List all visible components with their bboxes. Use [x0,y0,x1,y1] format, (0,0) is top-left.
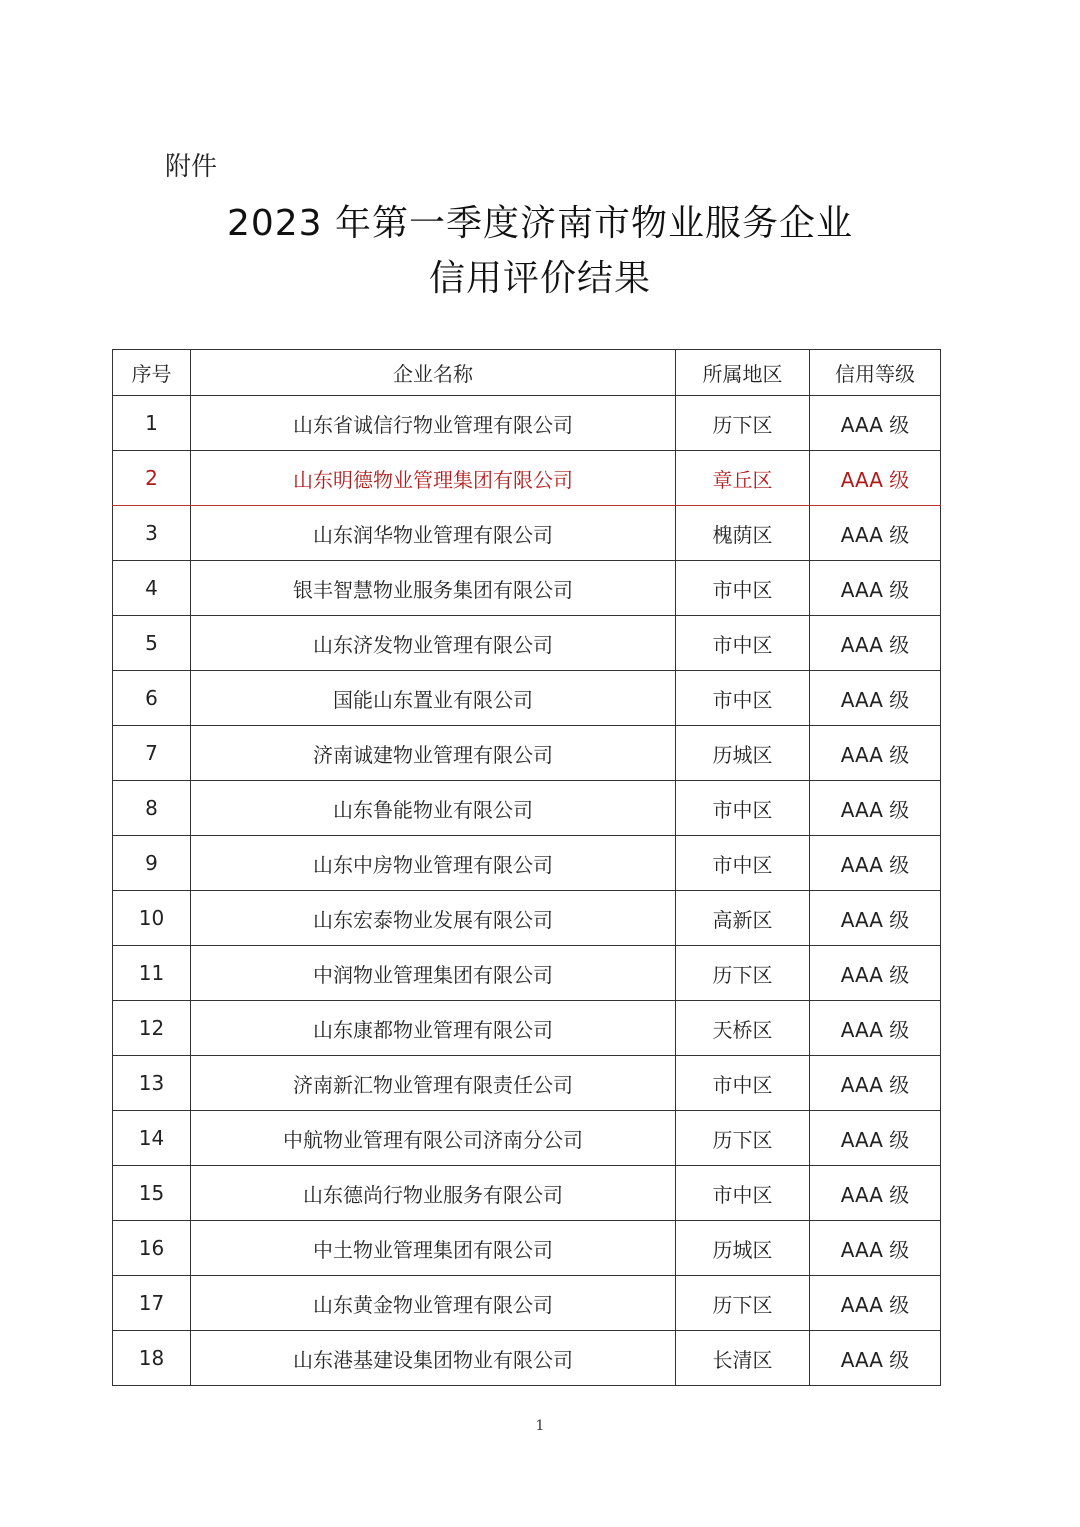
cell-area: 市中区 [676,616,810,671]
table-row [113,671,941,726]
cell-grade: AAA 级 [810,946,941,1001]
cell-company-name: 中航物业管理有限公司济南分公司 [191,1111,676,1166]
cell-area: 市中区 [676,836,810,891]
cell-no: 1 [113,396,191,451]
cell-no: 3 [113,506,191,561]
table-row [113,1331,941,1386]
cell-company-name: 国能山东置业有限公司 [191,671,676,726]
cell-grade: AAA 级 [810,396,941,451]
credit-rating-table [112,349,941,1386]
cell-no: 11 [113,946,191,1001]
table-row [113,616,941,671]
cell-no: 12 [113,1001,191,1056]
cell-no: 4 [113,561,191,616]
table-row [113,1001,941,1056]
table-row [113,946,941,1001]
table-row [113,396,941,451]
cell-area: 历下区 [676,396,810,451]
cell-area: 市中区 [676,561,810,616]
cell-company-name: 山东黄金物业管理有限公司 [191,1276,676,1331]
cell-grade: AAA 级 [810,1276,941,1331]
column-header-area: 所属地区 [676,350,810,396]
cell-area: 市中区 [676,781,810,836]
table-row [113,781,941,836]
cell-no: 13 [113,1056,191,1111]
cell-no: 18 [113,1331,191,1386]
cell-no: 9 [113,836,191,891]
cell-grade: AAA 级 [810,891,941,946]
cell-no: 6 [113,671,191,726]
column-header-name: 企业名称 [191,350,676,396]
cell-area: 历下区 [676,946,810,1001]
cell-company-name: 济南诚建物业管理有限公司 [191,726,676,781]
table-row [113,561,941,616]
cell-grade: AAA 级 [810,1331,941,1386]
cell-grade: AAA 级 [810,1111,941,1166]
table-row [113,1276,941,1331]
attachment-label: 附件 [165,152,218,182]
cell-grade: AAA 级 [810,616,941,671]
cell-area: 历下区 [676,1276,810,1331]
document-title-line2: 信用评价结果 [428,258,651,299]
cell-no: 7 [113,726,191,781]
cell-area: 历城区 [676,1221,810,1276]
cell-company-name: 山东润华物业管理有限公司 [191,506,676,561]
table-row [113,1166,941,1221]
cell-grade: AAA 级 [810,671,941,726]
cell-grade: AAA 级 [810,1001,941,1056]
table-row [113,1111,941,1166]
cell-grade: AAA 级 [810,781,941,836]
cell-area: 市中区 [676,1056,810,1111]
cell-grade: AAA 级 [810,1056,941,1111]
table-row [113,726,941,781]
cell-area: 槐荫区 [676,506,810,561]
cell-no: 15 [113,1166,191,1221]
cell-grade: AAA 级 [810,561,941,616]
cell-company-name: 山东济发物业管理有限公司 [191,616,676,671]
cell-grade: AAA 级 [810,836,941,891]
cell-no: 16 [113,1221,191,1276]
cell-area: 市中区 [676,671,810,726]
cell-grade: AAA 级 [810,451,941,506]
column-header-grade: 信用等级 [810,350,941,396]
cell-company-name: 山东德尚行物业服务有限公司 [191,1166,676,1221]
cell-no: 14 [113,1111,191,1166]
cell-area: 长清区 [676,1331,810,1386]
cell-no: 17 [113,1276,191,1331]
cell-no: 8 [113,781,191,836]
cell-grade: AAA 级 [810,506,941,561]
cell-no: 5 [113,616,191,671]
table-header-row [113,350,941,396]
cell-area: 历城区 [676,726,810,781]
column-header-no: 序号 [113,350,191,396]
page-number: 1 [535,1418,545,1434]
table-row [113,506,941,561]
cell-company-name: 中润物业管理集团有限公司 [191,946,676,1001]
table-row [113,1221,941,1276]
cell-company-name: 山东宏泰物业发展有限公司 [191,891,676,946]
cell-area: 章丘区 [676,451,810,506]
cell-area: 市中区 [676,1166,810,1221]
document-title-line1: 2023 年第一季度济南市物业服务企业 [226,203,854,244]
table-row-highlighted [113,451,941,506]
cell-company-name: 山东港基建设集团物业有限公司 [191,1331,676,1386]
cell-area: 高新区 [676,891,810,946]
cell-company-name: 银丰智慧物业服务集团有限公司 [191,561,676,616]
cell-company-name: 山东省诚信行物业管理有限公司 [191,396,676,451]
table-row [113,836,941,891]
cell-company-name: 山东明德物业管理集团有限公司 [191,451,676,506]
table-row [113,891,941,946]
cell-grade: AAA 级 [810,1221,941,1276]
cell-company-name: 中土物业管理集团有限公司 [191,1221,676,1276]
cell-grade: AAA 级 [810,726,941,781]
cell-no: 10 [113,891,191,946]
cell-area: 天桥区 [676,1001,810,1056]
cell-company-name: 山东鲁能物业有限公司 [191,781,676,836]
cell-no: 2 [113,451,191,506]
cell-company-name: 山东康都物业管理有限公司 [191,1001,676,1056]
table-row [113,1056,941,1111]
cell-company-name: 山东中房物业管理有限公司 [191,836,676,891]
cell-grade: AAA 级 [810,1166,941,1221]
cell-company-name: 济南新汇物业管理有限责任公司 [191,1056,676,1111]
cell-area: 历下区 [676,1111,810,1166]
